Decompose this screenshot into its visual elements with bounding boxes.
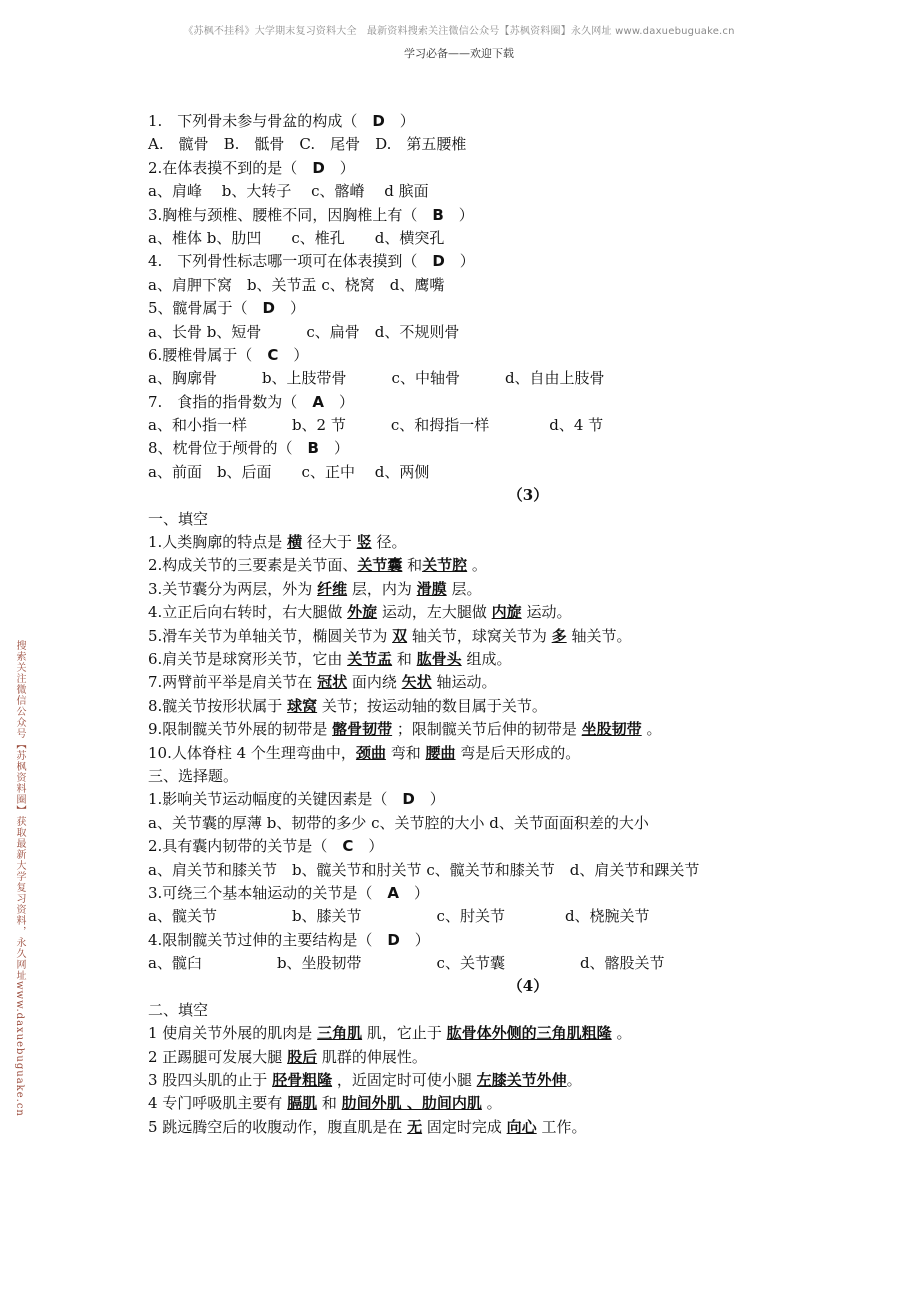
line-text: 10.人体脊柱 4 个生理弯曲中， xyxy=(148,743,356,762)
line-text: 。 xyxy=(611,1024,632,1043)
fill-blank-line xyxy=(148,742,828,765)
line-text: 轴关节。 xyxy=(566,626,632,645)
fill-blank-line xyxy=(148,695,828,718)
line-text: ） xyxy=(444,252,475,271)
fill-blank-line xyxy=(148,648,828,671)
question-line xyxy=(148,835,828,858)
line-text: 4.限制髋关节过伸的主要结构是（ xyxy=(148,930,388,949)
filled-answer: 关节腔 xyxy=(422,556,468,575)
fill-blank-line xyxy=(148,625,828,648)
question-line xyxy=(148,297,828,320)
fill-blank-line xyxy=(148,671,828,694)
line-text: 2.构成关节的三要素是关节面、 xyxy=(148,556,358,575)
question-line xyxy=(148,204,828,227)
answer-letter: B xyxy=(432,205,444,224)
text-line: a、椎体 b、肋凹 c、椎孔 d、横突孔 xyxy=(148,228,445,247)
line-text: ） xyxy=(398,883,429,902)
filled-answer: 颈曲 xyxy=(355,743,386,762)
line-text: 关节；按运动轴的数目属于关节。 xyxy=(317,696,547,715)
answer-letter: A xyxy=(312,392,324,411)
filled-answer: 三角肌 xyxy=(317,1024,363,1043)
answer-letter: D xyxy=(432,252,445,271)
question-line xyxy=(148,110,828,133)
question-line xyxy=(148,788,828,811)
filled-answer: 髂骨韧带 xyxy=(332,720,393,739)
text-line: a、关节囊的厚薄 b、韧带的多少 c、关节腔的大小 d、关节面面积差的大小 xyxy=(148,813,649,832)
fill-blank-line xyxy=(148,531,828,554)
text-line: a、髋臼 b、坐股韧带 c、关节囊 d、髂股关节 xyxy=(148,954,665,973)
line-text: 运动。 xyxy=(521,603,572,622)
line-text: 轴运动。 xyxy=(431,673,497,692)
filled-answer: 矢状 xyxy=(401,673,432,692)
text-line: a、肩峰 b、大转子 c、髂嵴 d 膑面 xyxy=(148,182,429,201)
line-text: 轴关节，球窝关节为 xyxy=(407,626,552,645)
line-text: 8、枕骨位于颅骨的（ xyxy=(148,439,308,458)
line-text: 2.具有囊内韧带的关节是（ xyxy=(148,837,343,856)
line-text: 3.关节囊分为两层，外为 xyxy=(148,579,318,598)
document-body xyxy=(148,110,828,1139)
filled-answer: 股后 xyxy=(287,1047,318,1066)
line-text: 8.髋关节按形状属于 xyxy=(148,696,288,715)
line-text: 4. 下列骨性标志哪一项可在体表摸到（ xyxy=(148,252,433,271)
fill-blank-line xyxy=(148,1092,828,1115)
text-line: 一、填空 xyxy=(148,509,209,528)
fill-blank-line xyxy=(148,1046,828,1069)
filled-answer: 滑膜 xyxy=(416,579,447,598)
line-text: 径。 xyxy=(371,533,407,552)
question-line xyxy=(148,929,828,952)
line-text: 固定时完成 xyxy=(422,1117,507,1136)
text-line: a、肩胛下窝 b、关节盂 c、桡窝 d、鹰嘴 xyxy=(148,275,445,294)
question-line xyxy=(148,250,828,273)
filled-answer: 腰曲 xyxy=(425,743,456,762)
line-text: ；限制髋关节后伸的韧带是 xyxy=(392,720,582,739)
fill-blank-line xyxy=(148,1022,828,1045)
text-line: a、长骨 b、短骨 c、扁骨 d、不规则骨 xyxy=(148,322,460,341)
line-text: 3.可绕三个基本轴运动的关节是（ xyxy=(148,883,388,902)
fill-blank-line xyxy=(148,718,828,741)
filled-answer: 肱骨头 xyxy=(416,649,462,668)
section-number: （4） xyxy=(507,977,549,996)
line-text: ） xyxy=(318,439,349,458)
line-text: 5、髋骨属于（ xyxy=(148,299,263,318)
line-text: ） xyxy=(275,299,306,318)
line-text: 径大于 xyxy=(302,533,357,552)
line-text: ） xyxy=(324,158,355,177)
line-text: 1.人类胸廓的特点是 xyxy=(148,533,288,552)
fill-blank-line xyxy=(148,554,828,577)
line-text: 组成。 xyxy=(461,649,512,668)
question-line xyxy=(148,391,828,414)
text-line: 三、选择题。 xyxy=(148,766,239,785)
line-text: 3 股四头肌的止于 xyxy=(148,1071,273,1090)
line-text: 。 xyxy=(566,1071,582,1090)
line-text: 6.肩关节是球窝形关节，它由 xyxy=(148,649,348,668)
filled-answer: 坐股韧带 xyxy=(581,720,642,739)
text-line: 二、填空 xyxy=(148,1000,209,1019)
question-line xyxy=(148,437,828,460)
filled-answer: 无 xyxy=(407,1117,423,1136)
filled-answer: 横 xyxy=(287,533,303,552)
line-text: ） xyxy=(278,345,309,364)
answer-letter: C xyxy=(342,837,354,856)
line-text: 弯是后天形成的。 xyxy=(455,743,581,762)
filled-answer: 肱骨体外侧的三角肌粗隆 xyxy=(446,1024,612,1043)
side-watermark-note: 搜索关注微信公众号【苏枫资料圈】获取最新大学复习资料，永久网址www.daxuebuguake.cn xyxy=(14,640,25,1117)
line-text: 。 xyxy=(467,556,487,575)
fill-blank-line xyxy=(148,578,828,601)
text-line: A. 髋骨 B. 骶骨 C. 尾骨 D. 第五腰椎 xyxy=(148,135,467,154)
filled-answer: 冠状 xyxy=(317,673,348,692)
line-text: 工作。 xyxy=(536,1117,587,1136)
answer-letter: D xyxy=(312,158,325,177)
answer-letter: D xyxy=(372,112,385,130)
line-text: 3.胸椎与颈椎、腰椎不同，因胸椎上有（ xyxy=(148,205,433,224)
answer-letter: A xyxy=(387,883,399,902)
fill-blank-line xyxy=(148,1116,828,1139)
filled-answer: 球窝 xyxy=(287,696,318,715)
top-header-note: 《苏枫不挂科》大学期末复习资料大全 最新资料搜索关注微信公众号【苏枫资料圈】永久网址 www.daxuebuguake.cn xyxy=(183,26,735,37)
line-text: 弯和 xyxy=(385,743,426,762)
line-text: ） xyxy=(323,392,354,411)
line-text: ） xyxy=(353,837,384,856)
line-text: ） xyxy=(384,112,415,130)
filled-answer: 左膝关节外伸 xyxy=(476,1071,567,1090)
line-text: ） xyxy=(443,205,474,224)
text-line: a、肩关节和膝关节 b、髋关节和肘关节 c、髋关节和膝关节 d、肩关节和踝关节 xyxy=(148,860,700,879)
fill-blank-line xyxy=(148,601,828,624)
question-line xyxy=(148,157,828,180)
answer-letter: D xyxy=(387,930,400,949)
line-text: 7.两臂前平举是肩关节在 xyxy=(148,673,318,692)
text-line: a、和小指一样 b、2 节 c、和拇指一样 d、4 节 xyxy=(148,416,604,435)
line-text: 。 xyxy=(481,1094,502,1113)
filled-answer: 肋间外肌 、肋间内肌 xyxy=(341,1094,482,1113)
line-text: 9.限制髋关节外展的韧带是 xyxy=(148,720,333,739)
line-text: ） xyxy=(414,790,445,809)
filled-answer: 外旋 xyxy=(347,603,378,622)
section-number: （3） xyxy=(507,486,549,505)
line-text: 5 跳远腾空后的收腹动作，腹直肌是在 xyxy=(148,1117,408,1136)
line-text: 5.滑车关节为单轴关节，椭圆关节为 xyxy=(148,626,393,645)
filled-answer: 向心 xyxy=(506,1117,537,1136)
question-line xyxy=(148,344,828,367)
answer-letter: D xyxy=(262,299,275,318)
filled-answer: 多 xyxy=(551,626,567,645)
line-text: 7. 食指的指骨数为（ xyxy=(148,392,313,411)
answer-letter: D xyxy=(402,790,415,809)
line-text: 和 xyxy=(317,1094,342,1113)
line-text: 肌群的伸展性。 xyxy=(317,1047,427,1066)
filled-answer: 竖 xyxy=(356,533,372,552)
question-line xyxy=(148,882,828,905)
line-text: 层，内为 xyxy=(347,579,417,598)
filled-answer: 胫骨粗隆 xyxy=(272,1071,333,1090)
sub-heading: 学习必备——欢迎下载 xyxy=(404,47,514,60)
line-text: 2 正踢腿可发展大腿 xyxy=(148,1047,288,1066)
line-text: 4 专门呼吸肌主要有 xyxy=(148,1094,288,1113)
line-text: 面内绕 xyxy=(347,673,402,692)
line-text: 肌，它止于 xyxy=(362,1024,447,1043)
line-text: 2.在体表摸不到的是（ xyxy=(148,158,313,177)
line-text: 1. 下列骨未参与骨盆的构成（ xyxy=(148,112,373,130)
filled-answer: 膈肌 xyxy=(287,1094,318,1113)
line-text: 1 使肩关节外展的肌肉是 xyxy=(148,1024,318,1043)
line-text: 和 xyxy=(402,556,423,575)
line-text: 层。 xyxy=(446,579,482,598)
fill-blank-line xyxy=(148,1069,828,1092)
answer-letter: B xyxy=(307,439,319,458)
filled-answer: 内旋 xyxy=(491,603,522,622)
filled-answer: 双 xyxy=(392,626,408,645)
line-text: ，近固定时可使小腿 xyxy=(332,1071,477,1090)
answer-letter: C xyxy=(267,345,279,364)
filled-answer: 关节囊 xyxy=(357,556,403,575)
filled-answer: 关节盂 xyxy=(347,649,393,668)
line-text: 和 xyxy=(392,649,417,668)
line-text: ） xyxy=(399,930,430,949)
text-line: a、胸廓骨 b、上肢带骨 c、中轴骨 d、自由上肢骨 xyxy=(148,369,605,388)
text-line: a、髋关节 b、膝关节 c、肘关节 d、桡腕关节 xyxy=(148,907,650,926)
text-line: a、前面 b、后面 c、正中 d、两侧 xyxy=(148,462,430,481)
line-text: 1.影响关节运动幅度的关键因素是（ xyxy=(148,790,403,809)
line-text: 4.立正后向右转时，右大腿做 xyxy=(148,603,348,622)
line-text: 运动，左大腿做 xyxy=(377,603,492,622)
filled-answer: 纤维 xyxy=(317,579,348,598)
line-text: 6.腰椎骨属于（ xyxy=(148,345,268,364)
line-text: 。 xyxy=(641,720,662,739)
